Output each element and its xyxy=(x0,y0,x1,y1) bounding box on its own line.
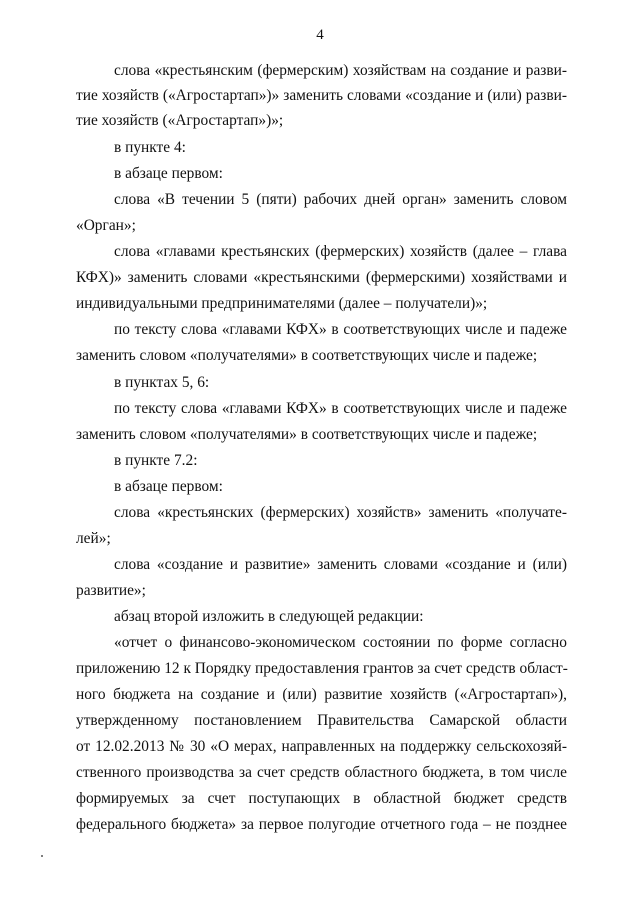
scan-speck xyxy=(41,855,43,857)
text-line: тие хозяйств («Агростартап»)»; xyxy=(76,112,284,129)
text-line: ного бюджета на создание и (или) развитие хозяйств («Агростартап»), xyxy=(76,686,567,703)
text-line: слова «В течении 5 (пяти) рабочих дней орган» заменить словом xyxy=(114,191,567,208)
text-line: «Орган»; xyxy=(76,217,136,234)
page-number: 4 xyxy=(316,27,324,43)
text-line: тие хозяйств («Агростартап»)» заменить словами «создание и (или) разви- xyxy=(76,87,567,104)
text-line: в пунктах 5, 6: xyxy=(114,374,210,391)
text-line: лей»; xyxy=(76,530,111,547)
text-line: «отчет о финансово-экономическом состоянии по форме согласно xyxy=(114,634,567,651)
text-line: индивидуальными предпринимателями (далее – получатели)»; xyxy=(76,295,488,312)
text-line: формируемых за счет поступающих в областной бюджет средств xyxy=(76,790,567,807)
text-line: слова «главами крестьянских (фермерских) хозяйств (далее – глава xyxy=(114,243,567,260)
text-line: федерального бюджета» за первое полугодие отчетного года – не позднее xyxy=(76,816,567,833)
text-line: утвержденному постановлением Правительства Самарской области xyxy=(76,712,567,729)
text-line: слова «крестьянским (фермерским) хозяйствам на создание и разви- xyxy=(114,62,567,79)
text-line: КФХ)» заменить словами «крестьянскими (фермерскими) хозяйствами и xyxy=(76,269,567,286)
text-line: в абзаце первом: xyxy=(114,165,223,182)
text-line: в абзаце первом: xyxy=(114,478,223,495)
text-line: слова «создание и развитие» заменить словами «создание и (или) xyxy=(114,556,567,573)
text-line: заменить словом «получателями» в соответствующих числе и падеже; xyxy=(76,347,538,364)
text-line: от 12.02.2013 № 30 «О мерах, направленных на поддержку сельскохозяй- xyxy=(76,738,567,755)
text-line: в пункте 7.2: xyxy=(114,452,198,469)
text-line: абзац второй изложить в следующей редакции: xyxy=(114,608,424,625)
text-line: в пункте 4: xyxy=(114,139,186,156)
text-line: по тексту слова «главами КФХ» в соответствующих числе и падеже xyxy=(114,321,567,338)
text-line: приложению 12 к Порядку предоставления грантов за счет средств област- xyxy=(76,660,568,677)
text-line: развитие»; xyxy=(76,582,146,599)
text-line: заменить словом «получателями» в соответствующих числе и падеже; xyxy=(76,426,538,443)
text-line: по тексту слова «главами КФХ» в соответствующих числе и падеже xyxy=(114,400,567,417)
text-line: слова «крестьянских (фермерских) хозяйств» заменить «получате- xyxy=(114,504,567,521)
text-line: ственного производства за счет средств областного бюджета, в том числе xyxy=(76,764,567,781)
